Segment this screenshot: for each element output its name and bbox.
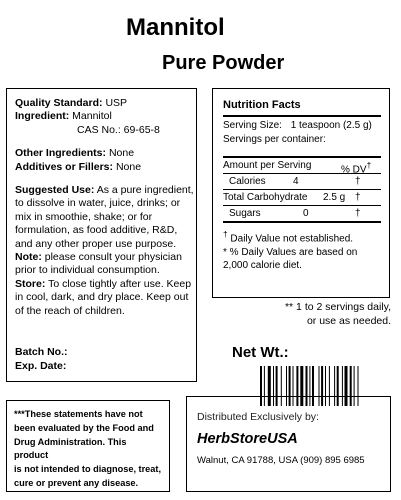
servings-per-container: Servings per container: [223,133,326,145]
suggested-use-label: Suggested Use: [15,184,95,197]
servings-note-line: or use as needed. [306,315,391,327]
sugars-row [223,206,381,221]
sugars-dv: † [355,208,361,220]
sugars-value: 0 [303,208,309,220]
servings-note [265,300,391,328]
calories-row [223,174,381,189]
amount-header: Amount per Serving [223,160,312,172]
footnote-percent-line: * % Daily Values are based on [223,246,358,258]
suggested-use-line: As a pure ingredient, [94,184,194,197]
store-line: To close tightly after use. Keep [45,277,192,290]
carbohydrate-label: Total Carbohydrate [223,192,308,204]
additives-row [15,161,188,174]
dagger-mark: † [366,160,372,171]
distributor-box [186,396,391,492]
footnote-percent-line: 2,000 calorie diet. [223,260,302,272]
disclaimer-line: ***These statements have not [14,409,143,419]
serving-size-value: 1 teaspoon (2.5 g) [290,120,372,132]
calories-dv: † [355,176,361,188]
disclaimer-line: is not intended to diagnose, treat, [14,464,162,475]
additives-label: Additives or Fillers: [15,160,114,173]
other-ingredients-value: None [108,147,135,160]
nutrition-facts-box [212,88,390,298]
batch-number-label: Batch No.: [15,346,68,359]
suggested-use-line: formulation, as food additive, R&D, [15,224,178,237]
cas-number: CAS No.: 69-65-8 [77,123,160,136]
storage [15,277,192,318]
amount-header-row [223,158,381,176]
servings-note-line: ** 1 to 2 servings daily, [284,301,391,313]
disclaimer-line: been evaluated by the Food and [14,422,154,433]
suggested-use [15,184,194,251]
nutrition-facts-title: Nutrition Facts [223,99,301,111]
calories-label: Calories [229,176,266,188]
dv-header: % DV† [341,160,372,176]
suggested-use-line: and any other proper use purpose. [15,237,177,250]
sugars-label: Sugars [229,208,261,220]
carbohydrate-dv: † [355,192,361,204]
store-line: in cool, dark, and dry place. Keep out [15,291,189,304]
ingredient-label: Ingredient: [15,110,70,123]
footnote-daily-value: † Daily Value not established. [223,229,354,245]
fda-disclaimer-box [6,400,170,492]
quality-standard-label: Quality Standard: [15,97,103,109]
ingredient-row [15,110,188,123]
suggested-use-line: mix in smoothie, shake; or for [15,210,153,223]
other-ingredients-label: Other Ingredients: [15,147,107,160]
ingredient-value: Mannitol [72,110,112,123]
store-label: Store: [15,277,46,290]
dagger-mark: † [223,229,228,240]
carbohydrate-row [223,190,381,205]
note [15,251,188,278]
other-ingredients-row [15,147,188,160]
suggested-use-line: to dissolve in water, juice, drinks; or [15,197,181,210]
disclaimer-line: Drug Administration. This product [14,436,127,461]
product-info-box [6,88,197,382]
disclaimer-line: cure or prevent any disease. [14,477,139,488]
distributor-company: HerbStoreUSA [197,431,298,447]
expiration-date-label: Exp. Date: [15,359,67,372]
note-line: prior to individual consumption. [15,264,160,277]
calories-value: 4 [293,176,299,188]
quality-standard-row [15,97,188,110]
store-line: of the reach of children. [15,304,125,317]
note-label: Note: [15,251,42,264]
distributor-address: Walnut, CA 91788, USA (909) 895 6985 [197,455,365,466]
product-title: Mannitol [126,14,225,41]
carbohydrate-value: 2.5 g [323,192,346,204]
distributor-label: Distributed Exclusively by: [197,411,319,423]
note-line: please consult your physician [41,251,182,264]
net-weight-label: Net Wt.: [232,344,289,361]
serving-size-label: Serving Size: [223,120,282,132]
additives-value: None [115,160,142,173]
quality-standard-value: USP [105,97,128,109]
product-subtitle: Pure Powder [162,52,285,74]
